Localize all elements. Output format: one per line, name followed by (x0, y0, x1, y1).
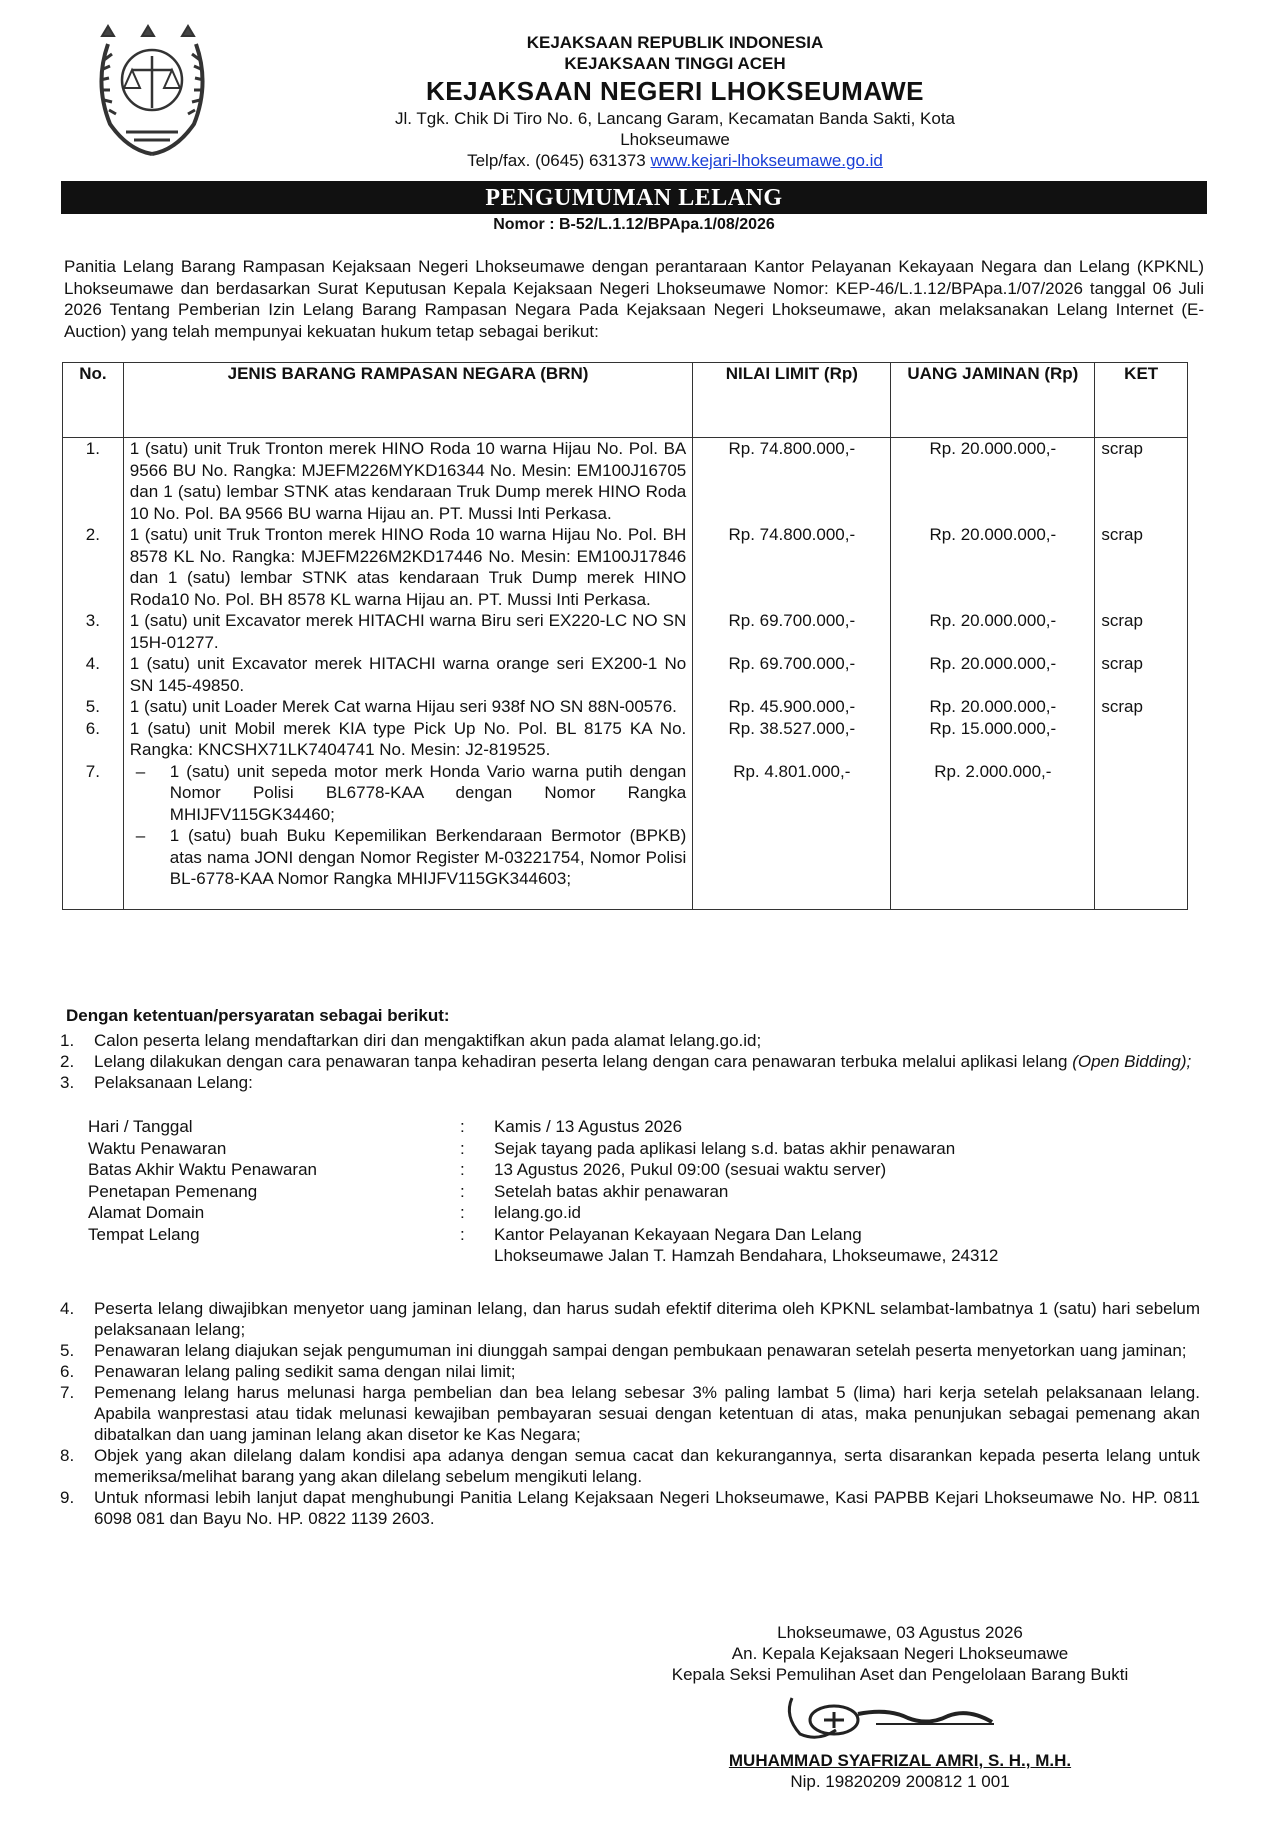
schedule-colon: : (460, 1181, 465, 1201)
announcement-number: Nomor : B-52/L.1.12/BPApa.1/08/2026 (493, 216, 775, 233)
condition-number: 6. (60, 1362, 75, 1381)
row-number: 1. (63, 438, 124, 525)
schedule-label: Hari / Tanggal (88, 1117, 193, 1136)
auction-schedule (88, 1116, 1088, 1267)
row-limit-value: Rp. 38.527.000,- (693, 718, 891, 761)
row-description: 1 (satu) unit Truk Tronton merek HINO Roda 10 warna Hijau No. Pol. BA 9566 BU No. Rangka: MJEFM226MYKD16344 No. Mesin: EM100J16705 dan 1 (satu) lembar STNK atas kendaraan Truk Dump merek HINO Roda 10 No. Pol. BA 9566 BU warna Hijau an. PT. Mussi Inti Perkasa. (123, 438, 692, 525)
row-number: 2. (63, 524, 124, 610)
conditions-list-bottom (60, 1298, 1200, 1529)
table-row (63, 610, 1188, 653)
schedule-label: Penetapan Pemenang (88, 1181, 258, 1201)
schedule-value: lelang.go.id (494, 1203, 581, 1222)
conditions-title: Dengan ketentuan/persyaratan sebagai berikut: (66, 1006, 450, 1025)
row7-item-list (130, 761, 686, 890)
row-description: 1 (satu) unit Excavator merek HITACHI warna orange seri EX200-1 No SN 145-49850. (123, 653, 692, 696)
header-remarks: KET (1095, 363, 1188, 438)
condition-text: Pemenang lelang harus melunasi harga pembelian dan bea lelang sebesar 3% paling lambat 5 (lima) hari kerja setelah pelaksanaan lelang. Apabila wanprestasi atau tidak melunasi kewajiban pembayaran sesuai dengan ketentuan di atas, maka penunjukan sebagai pemenang akan dibatalkan dan uang jaminan lelang akan disetor ke Kas Negara; (94, 1383, 1200, 1444)
row-number: 7. (63, 761, 124, 910)
conditions-list-top (60, 1030, 1200, 1093)
table-row (63, 696, 1188, 718)
condition-item-2 (60, 1051, 1200, 1072)
row-remarks: scrap (1095, 696, 1188, 718)
schedule-row-venue (88, 1224, 1088, 1246)
header-phone: Telp/fax. (0645) 631373 (467, 151, 646, 170)
row-number: 3. (63, 610, 124, 653)
header-no: No. (63, 363, 124, 438)
header-office-name: KEJAKSAAN NEGERI LHOKSEUMAWE (426, 76, 924, 106)
condition-text-italic: (Open Bidding); (1072, 1052, 1192, 1071)
dash-marker: – (135, 826, 146, 845)
table-row (63, 524, 1188, 610)
schedule-value: Setelah batas akhir penawaran (494, 1181, 729, 1201)
row-number: 5. (63, 696, 124, 718)
row-description: 1 (satu) unit Loader Merek Cat warna Hijau seri 938f NO SN 88N-00576. (123, 696, 692, 718)
dash-marker: – (135, 761, 146, 781)
row-remarks: scrap (1095, 610, 1188, 653)
signatory-name: MUHAMMAD SYAFRIZAL AMRI, S. H., M.H. (728, 1751, 1072, 1770)
table-row (63, 653, 1188, 696)
condition-number: 5. (60, 1341, 75, 1360)
schedule-row-venue-cont (88, 1245, 1088, 1267)
schedule-value: 13 Agustus 2026, Pukul 09:00 (sesuai waktu server) (494, 1160, 887, 1179)
row-deposit: Rp. 2.000.000,- (891, 761, 1095, 910)
condition-item-4 (60, 1298, 1200, 1340)
condition-text: Untuk nformasi lebih lanjut dapat menghubungi Panitia Lelang Kejaksaan Negeri Lhokseumawe, Kasi PAPBB Kejari Lhokseumawe No. HP. 0811 6098 081 dan Bayu No. HP. 0822 1139 2603. (94, 1488, 1200, 1528)
header-contact (350, 150, 1000, 171)
row-remarks (1095, 718, 1188, 761)
schedule-row-domain (88, 1202, 1088, 1224)
row-remarks: scrap (1095, 653, 1188, 696)
row-deposit: Rp. 20.000.000,- (891, 653, 1095, 696)
table-row (63, 438, 1188, 525)
signature-on-behalf: An. Kepala Kejaksaan Negeri Lhokseumawe (731, 1644, 1069, 1663)
row-limit-value: Rp. 69.700.000,- (693, 610, 891, 653)
condition-number: 9. (60, 1488, 75, 1507)
header-deposit: UANG JAMINAN (Rp) (891, 363, 1095, 438)
schedule-label: Alamat Domain (88, 1203, 205, 1222)
condition-text: Objek yang akan dilelang dalam kondisi apa adanya dengan semua cacat dan kekurangannya, serta disarankan kepada peserta lelang untuk memeriksa/melihat barang yang akan dilelang sebelum mengikuti lelang. (94, 1446, 1200, 1486)
schedule-row-date (88, 1116, 1088, 1138)
intro-paragraph: Panitia Lelang Barang Rampasan Kejaksaan Negeri Lhokseumawe dengan perantaraan Kantor Pelayanan Kekayaan Negara dan Lelang (KPKNL) Lhokseumawe dan berdasarkan Surat Keputusan Kepala Kejaksaan Negeri Lhokseumawe Nomor: KEP-46/L.1.12/BPApa.1/07/2026 tanggal 06 Juli 2026 Tentang Pemberian Izin Lelang Barang Rampasan Negara Pada Kejaksaan Negeri Lhokseumawe, akan melaksanakan Lelang Internet (E-Auction) yang telah mempunyai kekuatan hukum tetap sebagai berikut: (64, 257, 1204, 341)
row-remarks: scrap (1095, 524, 1188, 610)
row-limit-value: Rp. 4.801.000,- (693, 761, 891, 910)
condition-item-6 (60, 1361, 1200, 1382)
signatory-nip: Nip. 19820209 200812 1 001 (790, 1772, 1010, 1791)
table-body (63, 438, 1188, 910)
schedule-value: Sejak tayang pada aplikasi lelang s.d. batas akhir penawaran (494, 1138, 956, 1158)
condition-item-9 (60, 1487, 1200, 1529)
condition-item-5 (60, 1340, 1200, 1361)
announcement-title: PENGUMUMAN LELANG (61, 181, 1207, 214)
row-number: 6. (63, 718, 124, 761)
schedule-colon: : (460, 1138, 465, 1158)
list-item (130, 825, 686, 890)
handwritten-signature-stamp (780, 1690, 1020, 1746)
schedule-row-bidding-time (88, 1138, 1088, 1160)
condition-number: 7. (60, 1383, 75, 1402)
condition-item-1 (60, 1030, 1200, 1051)
row-description: 1 (satu) unit Truk Tronton merek HINO Roda 10 warna Hijau No. Pol. BH 8578 KL No. Rangka: MJEFM226M2KD17446 No. Mesin: EM100J17846 dan 1 (satu) lembar STNK atas kendaraan Truk Dump merek HINO Roda10 No. Pol. BH 8578 KL warna Hijau an. PT. Mussi Inti Perkasa. (123, 524, 692, 610)
condition-text: Peserta lelang diwajibkan menyetor uang jaminan lelang, dan harus sudah efektif diterima oleh KPKNL selambat-lambatnya 1 (satu) hari sebelum pelaksanaan lelang; (94, 1299, 1200, 1339)
header-high-prosecutor: KEJAKSAAN TINGGI ACEH (564, 54, 786, 73)
row-limit-value: Rp. 74.800.000,- (693, 524, 891, 610)
schedule-label: Tempat Lelang (88, 1224, 200, 1244)
signature-position: Kepala Seksi Pemulihan Aset dan Pengelolaan Barang Bukti (671, 1665, 1129, 1684)
list-item (130, 761, 686, 826)
auction-items-table (62, 362, 1188, 910)
condition-item-3 (60, 1072, 1200, 1093)
schedule-label: Batas Akhir Waktu Penawaran (88, 1160, 317, 1179)
schedule-row-winner (88, 1181, 1088, 1203)
row-description (123, 761, 692, 910)
row7-item-bpkb: 1 (satu) buah Buku Kepemilikan Berkendaraan Bermotor (BPKB) atas nama JONI dengan Nomor Register M-03221754, Nomor Polisi BL-6778-KAA Nomor Rangka MHIJFV115GK344603; (169, 826, 687, 888)
row-number: 4. (63, 653, 124, 696)
condition-text: Calon peserta lelang mendaftarkan diri dan mengaktifkan akun pada alamat lelang.go.id; (94, 1031, 762, 1050)
row-deposit: Rp. 20.000.000,- (891, 438, 1095, 525)
header-item-type: JENIS BARANG RAMPASAN NEGARA (BRN) (123, 363, 692, 438)
schedule-value: Kamis / 13 Agustus 2026 (494, 1117, 683, 1136)
row-deposit: Rp. 20.000.000,- (891, 696, 1095, 718)
row-remarks: scrap (1095, 438, 1188, 525)
kejaksaan-emblem-logo (88, 14, 216, 164)
row-remarks (1095, 761, 1188, 910)
condition-text: Penawaran lelang paling sedikit sama dengan nilai limit; (94, 1362, 516, 1381)
row-limit-value: Rp. 74.800.000,- (693, 438, 891, 525)
schedule-colon: : (460, 1203, 465, 1222)
header-institution: KEJAKSAAN REPUBLIK INDONESIA (526, 33, 824, 52)
condition-text: Pelaksanaan Lelang: (94, 1073, 253, 1092)
schedule-row-deadline (88, 1159, 1088, 1181)
table-header-row (63, 363, 1188, 438)
condition-item-7 (60, 1382, 1200, 1445)
table-row (63, 718, 1188, 761)
condition-item-8 (60, 1445, 1200, 1487)
condition-number: 3. (60, 1073, 75, 1092)
row-description: 1 (satu) unit Excavator merek HITACHI warna Biru seri EX220-LC NO SN 15H-01277. (123, 610, 692, 653)
schedule-colon: : (460, 1160, 465, 1179)
row7-item-motorcycle: 1 (satu) unit sepeda motor merk Honda Vario warna putih dengan Nomor Polisi BL6778-KAA dengan Nomor Rangka MHIJFV115GK34460; (169, 761, 687, 824)
condition-number: 2. (60, 1052, 75, 1071)
schedule-label: Waktu Penawaran (88, 1138, 227, 1158)
header-limit-value: NILAI LIMIT (Rp) (693, 363, 891, 438)
row-limit-value: Rp. 69.700.000,- (693, 653, 891, 696)
row-description: 1 (satu) unit Mobil merek KIA type Pick Up No. Pol. BL 8175 KA No. Rangka: KNCSHX71LK7404741 No. Mesin: J2-819525. (123, 718, 692, 761)
schedule-value: Kantor Pelayanan Kekayaan Negara Dan Lelang (494, 1224, 862, 1244)
table-row (63, 761, 1188, 910)
schedule-value: Lhokseumawe Jalan T. Hamzah Bendahara, Lhokseumawe, 24312 (494, 1246, 999, 1265)
row-deposit: Rp. 20.000.000,- (891, 524, 1095, 610)
condition-text: Lelang dilakukan dengan cara penawaran tanpa kehadiran peserta lelang dengan cara penawaran terbuka melalui aplikasi lelang (94, 1052, 1068, 1071)
condition-text: Penawaran lelang diajukan sejak pengumuman ini diunggah sampai dengan pembukaan penawaran setelah peserta menyetorkan uang jaminan; (94, 1341, 1187, 1360)
row-deposit: Rp. 20.000.000,- (891, 610, 1095, 653)
row-limit-value: Rp. 45.900.000,- (693, 696, 891, 718)
signature-place-date: Lhokseumawe, 03 Agustus 2026 (777, 1623, 1023, 1642)
header-website-link[interactable]: www.kejari-lhokseumawe.go.id (650, 151, 883, 170)
header-address: Jl. Tgk. Chik Di Tiro No. 6, Lancang Garam, Kecamatan Banda Sakti, Kota Lhokseumawe (394, 109, 955, 149)
row-deposit: Rp. 15.000.000,- (891, 718, 1095, 761)
schedule-colon: : (460, 1224, 465, 1244)
condition-number: 4. (60, 1299, 75, 1318)
condition-number: 1. (60, 1031, 75, 1050)
schedule-colon: : (460, 1117, 465, 1136)
condition-number: 8. (60, 1446, 75, 1465)
